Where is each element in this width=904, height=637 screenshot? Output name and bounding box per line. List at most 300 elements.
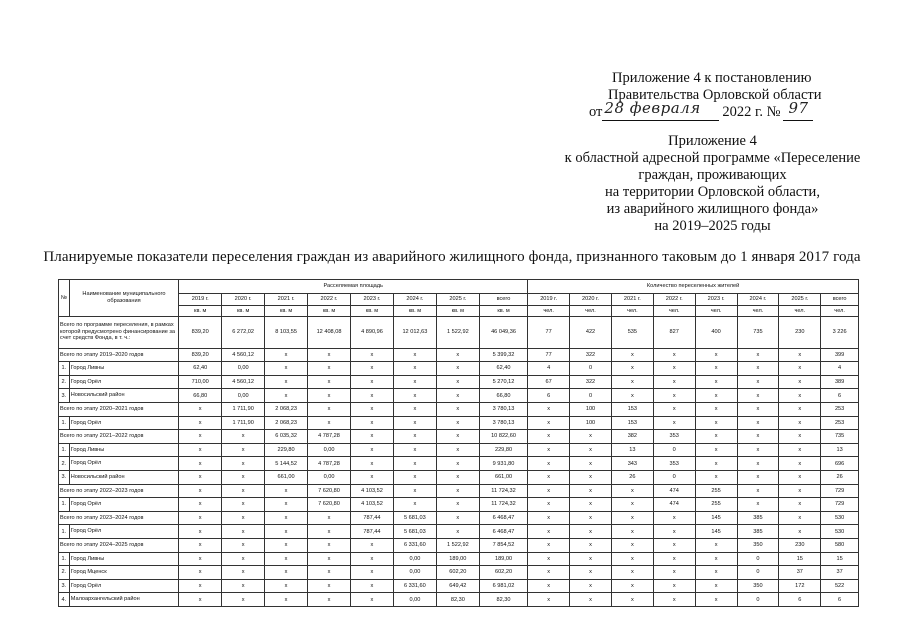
table-cell: 13 bbox=[611, 443, 653, 457]
table-cell: 37 bbox=[821, 566, 859, 580]
row-number: 2. bbox=[59, 375, 70, 389]
appendix-line: из аварийного жилищного фонда» bbox=[606, 201, 819, 217]
table-cell: x bbox=[528, 566, 570, 580]
table-cell: x bbox=[350, 579, 393, 593]
table-units-row bbox=[59, 305, 859, 316]
table-cell: 0,00 bbox=[308, 443, 351, 457]
column-header-area: Расселяемая площадь bbox=[179, 280, 528, 294]
table-row bbox=[59, 470, 859, 484]
table-cell: x bbox=[222, 511, 265, 525]
row-number: 2. bbox=[59, 457, 70, 471]
table-cell: x bbox=[436, 525, 479, 539]
table-cell: x bbox=[222, 525, 265, 539]
table-cell: x bbox=[695, 389, 737, 403]
table-cell: x bbox=[308, 579, 351, 593]
table-cell: x bbox=[350, 593, 393, 607]
table-cell: 0,00 bbox=[222, 362, 265, 376]
table-cell: 580 bbox=[821, 538, 859, 552]
row-number: 3. bbox=[59, 389, 70, 403]
table-cell: x bbox=[350, 362, 393, 376]
table-cell: x bbox=[308, 593, 351, 607]
table-cell: x bbox=[611, 375, 653, 389]
table-cell: x bbox=[222, 443, 265, 457]
table-header-row bbox=[59, 280, 859, 294]
table-cell: 1 522,92 bbox=[436, 538, 479, 552]
table-cell: 62,40 bbox=[179, 362, 222, 376]
table-cell: x bbox=[179, 430, 222, 444]
table-cell: x bbox=[222, 593, 265, 607]
table-cell: x bbox=[779, 375, 821, 389]
table-cell: x bbox=[737, 402, 779, 416]
table-cell: 735 bbox=[737, 316, 779, 348]
table-cell: 229,80 bbox=[479, 443, 527, 457]
table-row bbox=[59, 484, 859, 498]
table-cell: 353 bbox=[653, 430, 695, 444]
table-cell: x bbox=[611, 484, 653, 498]
unit-header-cell: кв. м bbox=[179, 305, 222, 316]
table-row bbox=[59, 457, 859, 471]
row-label: Город Орёл bbox=[69, 579, 179, 593]
table-cell: x bbox=[653, 511, 695, 525]
table-cell: 13 bbox=[821, 443, 859, 457]
table-cell: 7 620,80 bbox=[308, 498, 351, 512]
unit-header-cell: кв. м bbox=[436, 305, 479, 316]
table-cell: 253 bbox=[821, 416, 859, 430]
table-cell: 5 270,12 bbox=[479, 375, 527, 389]
table-cell: 787,44 bbox=[350, 511, 393, 525]
table-cell: 100 bbox=[570, 402, 612, 416]
table-cell: 1 711,90 bbox=[222, 402, 265, 416]
year-header-cell: 2025 г. bbox=[779, 293, 821, 305]
table-cell: 6 272,02 bbox=[222, 316, 265, 348]
table-row bbox=[59, 566, 859, 580]
table-cell: x bbox=[222, 484, 265, 498]
table-cell: x bbox=[179, 443, 222, 457]
table-cell: 4 103,52 bbox=[350, 498, 393, 512]
table-cell: x bbox=[528, 593, 570, 607]
table-cell: 4 bbox=[528, 362, 570, 376]
table-cell: 0 bbox=[570, 389, 612, 403]
table-cell: x bbox=[528, 511, 570, 525]
table-cell: x bbox=[265, 579, 308, 593]
appendix-line: Приложение 4 bbox=[668, 133, 757, 149]
year-header-cell: 2024 г. bbox=[393, 293, 436, 305]
table-cell: x bbox=[393, 348, 436, 362]
table-cell: x bbox=[570, 593, 612, 607]
table-cell: x bbox=[653, 566, 695, 580]
table-cell: 11 724,32 bbox=[479, 498, 527, 512]
handwritten-number: 97 bbox=[788, 99, 809, 117]
row-number: 1. bbox=[59, 443, 70, 457]
table-cell: x bbox=[653, 362, 695, 376]
table-cell: 37 bbox=[779, 566, 821, 580]
table-cell: x bbox=[695, 362, 737, 376]
table-cell: 255 bbox=[695, 484, 737, 498]
table-cell: 153 bbox=[611, 402, 653, 416]
table-cell: x bbox=[570, 484, 612, 498]
table-cell: 6 bbox=[821, 593, 859, 607]
appendix-line: граждан, проживающих bbox=[638, 167, 787, 183]
table-cell: 11 724,32 bbox=[479, 484, 527, 498]
year-header-cell: всего bbox=[821, 293, 859, 305]
table-cell: 0 bbox=[737, 593, 779, 607]
table-cell: 385 bbox=[737, 511, 779, 525]
table-cell: 0,00 bbox=[393, 566, 436, 580]
table-cell: 0 bbox=[737, 552, 779, 566]
table-cell: 145 bbox=[695, 525, 737, 539]
table-cell: 67 bbox=[528, 375, 570, 389]
table-cell: x bbox=[436, 430, 479, 444]
table-cell: 385 bbox=[737, 525, 779, 539]
table-cell: x bbox=[222, 552, 265, 566]
table-cell: 735 bbox=[821, 430, 859, 444]
table-cell: x bbox=[393, 470, 436, 484]
table-cell: x bbox=[570, 470, 612, 484]
row-number: 3. bbox=[59, 470, 70, 484]
table-cell: 46 049,36 bbox=[479, 316, 527, 348]
table-cell: x bbox=[653, 416, 695, 430]
table-cell: x bbox=[611, 511, 653, 525]
table-cell: 535 bbox=[611, 316, 653, 348]
table-cell: 26 bbox=[821, 470, 859, 484]
unit-header-cell: чел. bbox=[779, 305, 821, 316]
handwritten-date: 28 февраля bbox=[604, 99, 701, 117]
table-cell: 12 012,63 bbox=[393, 316, 436, 348]
row-label: Всего по программе переселения, в рамках которой предусмотрено финансирование за счет средств Фонда, в т. ч.: bbox=[59, 316, 179, 348]
table-cell: 6 468,47 bbox=[479, 511, 527, 525]
table-cell: x bbox=[393, 430, 436, 444]
unit-header-cell: чел. bbox=[737, 305, 779, 316]
table-cell: x bbox=[611, 498, 653, 512]
table-cell: x bbox=[695, 375, 737, 389]
table-cell: 350 bbox=[737, 579, 779, 593]
table-cell: 530 bbox=[821, 525, 859, 539]
table-cell: 255 bbox=[695, 498, 737, 512]
table-cell: 229,80 bbox=[265, 443, 308, 457]
table-cell: 66,80 bbox=[179, 389, 222, 403]
table-cell: x bbox=[779, 389, 821, 403]
table-cell: x bbox=[570, 498, 612, 512]
row-label: Всего по этапу 2023–2024 годов bbox=[59, 511, 179, 525]
from-label: от bbox=[589, 104, 603, 120]
table-cell: 399 bbox=[821, 348, 859, 362]
table-cell: x bbox=[436, 416, 479, 430]
table-cell: x bbox=[436, 362, 479, 376]
table-cell: x bbox=[528, 484, 570, 498]
table-cell: x bbox=[695, 348, 737, 362]
table-cell: x bbox=[653, 525, 695, 539]
appendix-line: на территории Орловской области, bbox=[605, 184, 820, 200]
table-cell: x bbox=[695, 552, 737, 566]
table-cell: x bbox=[570, 538, 612, 552]
table-cell: 522 bbox=[821, 579, 859, 593]
year-header-cell: 2022 г. bbox=[308, 293, 351, 305]
row-label: Город Орёл bbox=[69, 525, 179, 539]
table-cell: x bbox=[653, 389, 695, 403]
table-cell: 322 bbox=[570, 375, 612, 389]
table-cell: x bbox=[179, 484, 222, 498]
table-cell: 389 bbox=[821, 375, 859, 389]
row-label: Город Ливны bbox=[69, 362, 179, 376]
row-label: Малоархангельский район bbox=[69, 593, 179, 607]
table-cell: x bbox=[436, 470, 479, 484]
table-cell: x bbox=[528, 416, 570, 430]
year-header-cell: 2025 г. bbox=[436, 293, 479, 305]
table-cell: x bbox=[308, 566, 351, 580]
table-cell: x bbox=[528, 443, 570, 457]
unit-header-cell: чел. bbox=[611, 305, 653, 316]
table-cell: 153 bbox=[611, 416, 653, 430]
table-cell: 0 bbox=[653, 443, 695, 457]
table-cell: 0 bbox=[737, 566, 779, 580]
table-cell: 661,00 bbox=[479, 470, 527, 484]
table-cell: x bbox=[350, 538, 393, 552]
table-cell: 189,00 bbox=[436, 552, 479, 566]
year-header-cell: 2020 г. bbox=[222, 293, 265, 305]
table-cell: x bbox=[265, 362, 308, 376]
table-cell: x bbox=[179, 552, 222, 566]
table-cell: x bbox=[265, 511, 308, 525]
table-cell: x bbox=[779, 511, 821, 525]
table-cell: x bbox=[570, 430, 612, 444]
unit-header-cell: кв. м bbox=[308, 305, 351, 316]
table-cell: x bbox=[222, 430, 265, 444]
row-number: 2. bbox=[59, 566, 70, 580]
table-cell: 4 560,12 bbox=[222, 348, 265, 362]
table-cell: 6 981,02 bbox=[479, 579, 527, 593]
table-cell: 172 bbox=[779, 579, 821, 593]
column-header-municipality: Наименование муниципального образования bbox=[69, 280, 179, 317]
table-cell: x bbox=[222, 457, 265, 471]
table-cell: x bbox=[350, 402, 393, 416]
table-cell: x bbox=[436, 498, 479, 512]
table-cell: 729 bbox=[821, 498, 859, 512]
table-cell: 6 bbox=[779, 593, 821, 607]
table-cell: 0,00 bbox=[393, 552, 436, 566]
table-cell: 322 bbox=[570, 348, 612, 362]
resettlement-table bbox=[58, 279, 859, 607]
table-cell: x bbox=[393, 375, 436, 389]
row-label: Всего по этапу 2021–2022 годов bbox=[59, 430, 179, 444]
row-label: Город Орёл bbox=[69, 498, 179, 512]
date-field bbox=[602, 99, 719, 121]
decree-appendix-line: Приложение 4 к постановлению bbox=[612, 70, 812, 86]
table-cell: 602,20 bbox=[479, 566, 527, 580]
row-label: Город Ливны bbox=[69, 443, 179, 457]
table-cell: 77 bbox=[528, 316, 570, 348]
year-header-cell: 2022 г. bbox=[653, 293, 695, 305]
table-cell: 7 854,52 bbox=[479, 538, 527, 552]
table-cell: x bbox=[436, 402, 479, 416]
table-cell: x bbox=[265, 498, 308, 512]
row-number: 4. bbox=[59, 593, 70, 607]
table-cell: x bbox=[308, 375, 351, 389]
row-number: 1. bbox=[59, 552, 70, 566]
table-cell: 422 bbox=[570, 316, 612, 348]
table-cell: x bbox=[528, 552, 570, 566]
table-cell: x bbox=[695, 566, 737, 580]
table-cell: x bbox=[570, 566, 612, 580]
table-cell: x bbox=[737, 443, 779, 457]
row-number: 1. bbox=[59, 416, 70, 430]
table-cell: 4 787,28 bbox=[308, 457, 351, 471]
table-cell: x bbox=[436, 443, 479, 457]
table-cell: 353 bbox=[653, 457, 695, 471]
row-number: 3. bbox=[59, 579, 70, 593]
table-row bbox=[59, 498, 859, 512]
table-cell: x bbox=[779, 362, 821, 376]
table-cell: x bbox=[179, 470, 222, 484]
year-header-cell: 2021 г. bbox=[265, 293, 308, 305]
table-cell: 189,00 bbox=[479, 552, 527, 566]
table-cell: 382 bbox=[611, 430, 653, 444]
table-cell: 26 bbox=[611, 470, 653, 484]
table-cell: x bbox=[695, 402, 737, 416]
table-cell: 0 bbox=[570, 362, 612, 376]
table-cell: x bbox=[308, 416, 351, 430]
table-cell: x bbox=[350, 566, 393, 580]
table-row bbox=[59, 348, 859, 362]
table-row bbox=[59, 579, 859, 593]
table-cell: 3 226 bbox=[821, 316, 859, 348]
table-cell: 15 bbox=[821, 552, 859, 566]
table-cell: x bbox=[222, 498, 265, 512]
decree-date-line bbox=[589, 99, 813, 121]
table-cell: x bbox=[653, 579, 695, 593]
column-header-people: Количество переселенных жителей bbox=[528, 280, 859, 294]
table-cell: 6 331,60 bbox=[393, 538, 436, 552]
unit-header-cell: кв. м bbox=[350, 305, 393, 316]
table-cell: x bbox=[779, 402, 821, 416]
table-cell: x bbox=[570, 443, 612, 457]
table-row bbox=[59, 538, 859, 552]
table-cell: 2 068,23 bbox=[265, 402, 308, 416]
table-cell: x bbox=[528, 430, 570, 444]
table-cell: 253 bbox=[821, 402, 859, 416]
table-cell: x bbox=[737, 416, 779, 430]
table-cell: 6 331,60 bbox=[393, 579, 436, 593]
table-cell: x bbox=[611, 389, 653, 403]
appendix-line: на 2019–2025 годы bbox=[654, 218, 771, 234]
table-cell: 6 035,32 bbox=[265, 430, 308, 444]
table-cell: 12 408,08 bbox=[308, 316, 351, 348]
table-row bbox=[59, 593, 859, 607]
row-label: Город Орёл bbox=[69, 375, 179, 389]
table-cell: 77 bbox=[528, 348, 570, 362]
table-cell: x bbox=[695, 457, 737, 471]
table-cell: 343 bbox=[611, 457, 653, 471]
table-cell: 1 522,92 bbox=[436, 316, 479, 348]
table-cell: x bbox=[737, 430, 779, 444]
table-cell: 787,44 bbox=[350, 525, 393, 539]
unit-header-cell: кв. м bbox=[265, 305, 308, 316]
table-cell: x bbox=[436, 375, 479, 389]
year-header-cell: 2021 г. bbox=[611, 293, 653, 305]
table-cell: x bbox=[265, 348, 308, 362]
table-cell: x bbox=[308, 402, 351, 416]
table-cell: x bbox=[779, 430, 821, 444]
table-cell: 82,30 bbox=[479, 593, 527, 607]
table-cell: x bbox=[393, 389, 436, 403]
table-cell: x bbox=[737, 375, 779, 389]
table-cell: 230 bbox=[779, 538, 821, 552]
table-cell: x bbox=[308, 362, 351, 376]
table-cell: x bbox=[179, 457, 222, 471]
table-years-row bbox=[59, 293, 859, 305]
table-cell: 1 711,90 bbox=[222, 416, 265, 430]
row-number: 1. bbox=[59, 498, 70, 512]
table-cell: x bbox=[653, 402, 695, 416]
table-cell: x bbox=[737, 498, 779, 512]
row-label: Город Орёл bbox=[69, 457, 179, 471]
year-header-cell: 2019 г. bbox=[528, 293, 570, 305]
table-cell: 474 bbox=[653, 498, 695, 512]
table-row bbox=[59, 525, 859, 539]
table-cell: x bbox=[528, 525, 570, 539]
table-cell: x bbox=[179, 498, 222, 512]
table-cell: x bbox=[265, 484, 308, 498]
table-cell: x bbox=[611, 579, 653, 593]
table-cell: 3 780,13 bbox=[479, 402, 527, 416]
number-field bbox=[783, 99, 813, 121]
table-cell: x bbox=[779, 443, 821, 457]
unit-header-cell: чел. bbox=[528, 305, 570, 316]
table-cell: 4 890,96 bbox=[350, 316, 393, 348]
table-cell: x bbox=[265, 566, 308, 580]
table-cell: x bbox=[653, 348, 695, 362]
table-cell: x bbox=[179, 579, 222, 593]
unit-header-cell: чел. bbox=[570, 305, 612, 316]
table-cell: 62,40 bbox=[479, 362, 527, 376]
table-cell: x bbox=[179, 538, 222, 552]
table-cell: x bbox=[350, 416, 393, 430]
table-cell: x bbox=[695, 430, 737, 444]
table-cell: x bbox=[611, 538, 653, 552]
table-cell: x bbox=[779, 416, 821, 430]
table-cell: x bbox=[265, 375, 308, 389]
table-cell: x bbox=[653, 593, 695, 607]
decree-issuer-line: Правительства Орловской области bbox=[608, 87, 822, 103]
table-cell: x bbox=[528, 402, 570, 416]
year-header-cell: 2023 г. bbox=[350, 293, 393, 305]
table-cell: 4 560,12 bbox=[222, 375, 265, 389]
column-header-number: № bbox=[59, 280, 70, 317]
table-cell: x bbox=[393, 498, 436, 512]
table-row bbox=[59, 443, 859, 457]
table-cell: 474 bbox=[653, 484, 695, 498]
table-cell: x bbox=[350, 470, 393, 484]
unit-header-cell: кв. м bbox=[222, 305, 265, 316]
table-cell: x bbox=[779, 470, 821, 484]
table-cell: 649,42 bbox=[436, 579, 479, 593]
table-cell: 6 bbox=[821, 389, 859, 403]
row-label: Новосильский район bbox=[69, 470, 179, 484]
table-cell: x bbox=[179, 511, 222, 525]
year-header-cell: 2023 г. bbox=[695, 293, 737, 305]
unit-header-cell: кв. м bbox=[479, 305, 527, 316]
table-cell: 602,20 bbox=[436, 566, 479, 580]
table-cell: x bbox=[436, 348, 479, 362]
table-cell: x bbox=[653, 375, 695, 389]
table-cell: x bbox=[308, 389, 351, 403]
table-cell: x bbox=[350, 552, 393, 566]
unit-header-cell: чел. bbox=[653, 305, 695, 316]
table-cell: 5 681,03 bbox=[393, 525, 436, 539]
document-title: Планируемые показатели переселения граждан из аварийного жилищного фонда, признанного таковым до 1 января 2017 года bbox=[43, 249, 861, 265]
table-cell: x bbox=[265, 593, 308, 607]
year-number-label: 2022 г. № bbox=[722, 104, 781, 120]
table-row bbox=[59, 389, 859, 403]
